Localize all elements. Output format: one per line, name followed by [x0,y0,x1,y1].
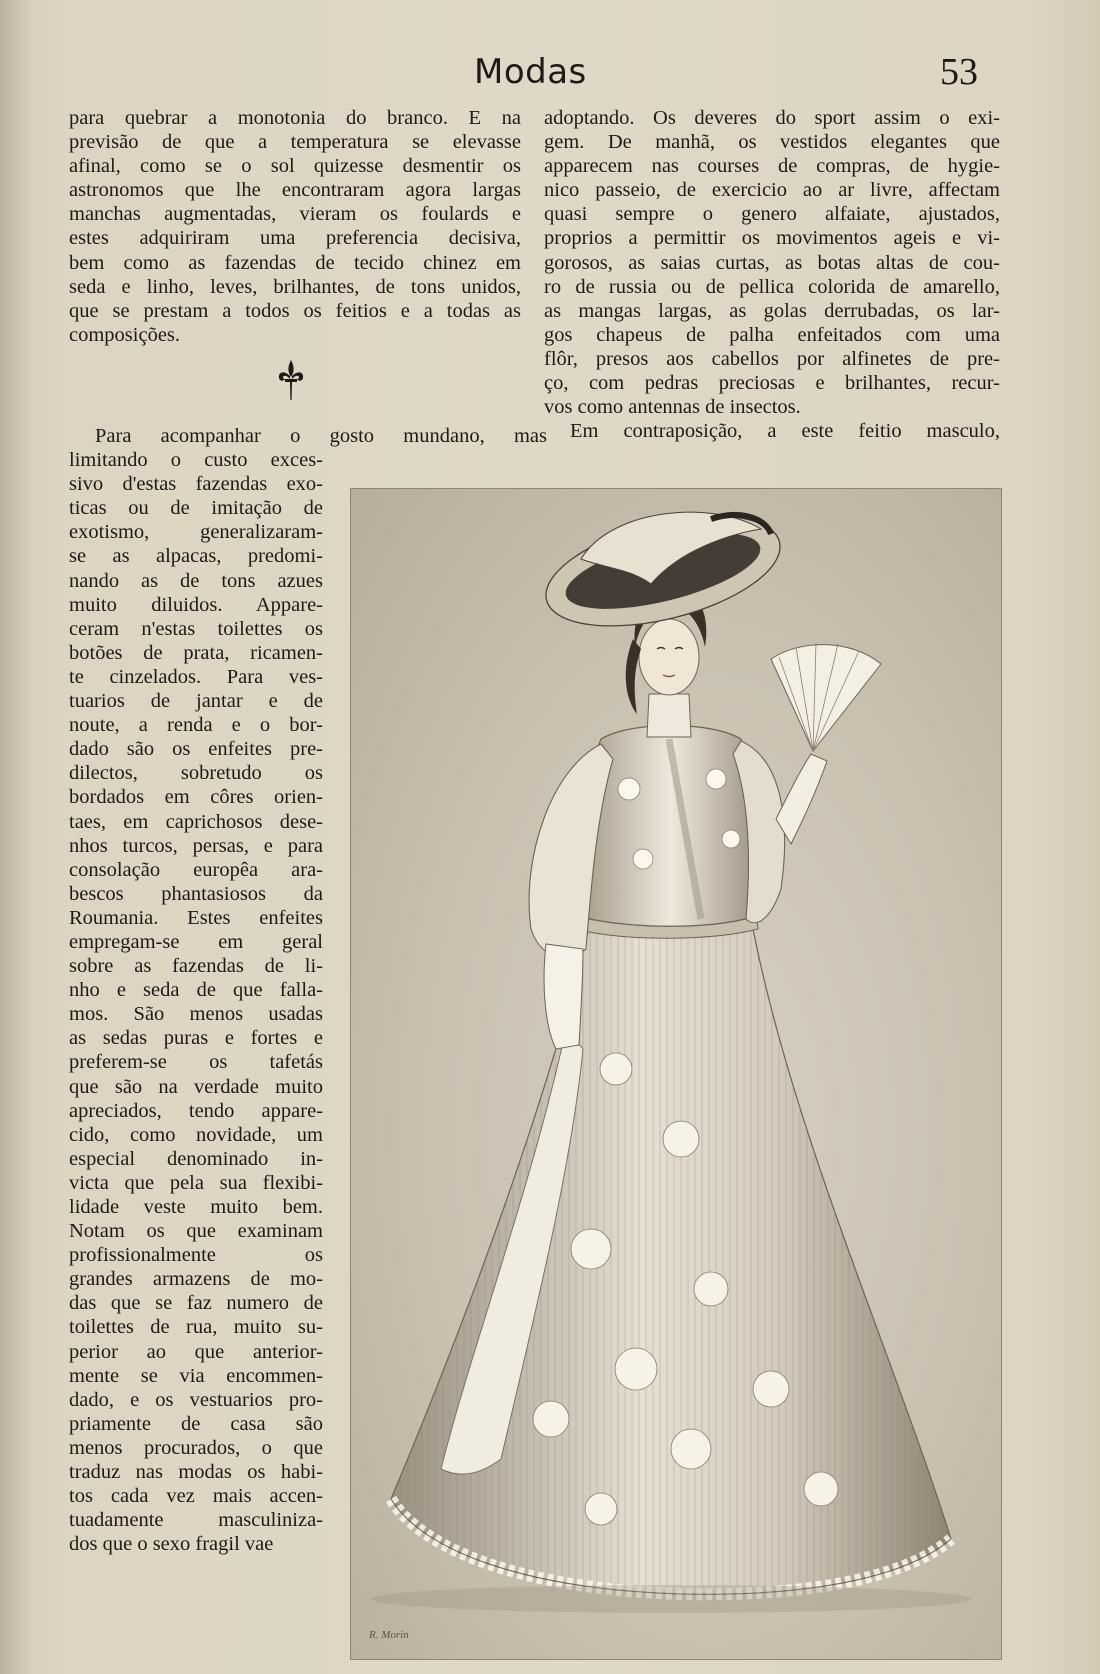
text-line: sobre as fazendas de li- [69,955,323,978]
text-line: composições. [69,323,181,346]
text-line: dos que o sexo fragil vae [69,1533,274,1556]
text-line: astronomos que lhe encontraram agora largas [69,179,521,202]
text-line: dilectos, sobretudo os [69,762,323,785]
text-line: tuadamente masculiniza- [69,1509,323,1532]
text-line: nho e seda de que falla- [69,979,323,1002]
text-line: Em contraposição, a este feitio masculo, [570,420,1000,443]
text-line: apparecem nas courses de compras, de hygie- [544,155,1000,178]
text-line: vos como antennas de insectos. [544,396,801,419]
text-line: limitando o custo exces- [69,449,323,472]
artist-signature: R. Morin [369,1629,409,1641]
page-number: 53 [940,51,978,93]
text-line: tuarios de jantar e de [69,690,323,713]
text-line: especial denominado in- [69,1147,323,1170]
text-line: cido, como novidade, um [69,1123,323,1146]
text-line: exotismo, generalizaram- [69,521,323,544]
text-line: empregam-se em geral [69,930,323,953]
text-line: Para acompanhar o gosto mundano, mas [95,425,547,447]
text-line: as sedas puras e fortes e [69,1027,323,1050]
text-line: muito diluidos. Appare- [69,593,323,616]
text-line: perior ao que anterior- [69,1340,323,1363]
text-line: bem como as fazendas de tecido chinez em [69,251,521,274]
text-line: menos procurados, o que [69,1436,323,1459]
text-line: seda e linho, leves, brilhantes, de tons unidos, [69,275,521,298]
text-line: Notam os que examinam [69,1220,323,1243]
text-line: nhos turcos, persas, e para [69,834,323,857]
text-line: ticas ou de imitação de [69,497,323,520]
text-line: consolação europêa ara- [69,858,323,881]
text-line: nando as de tons azues [69,569,323,592]
right-column-text [544,106,1000,443]
text-line: estes adquiriram uma preferencia decisiva, [69,227,521,250]
fleur-de-lis-ornament-icon [276,358,306,402]
text-line: grandes armazens de mo- [69,1268,323,1291]
text-line: que se prestam a todos os feitios e a todas as [69,299,521,322]
text-line: bescos phantasiosos da [69,882,323,905]
text-line: gem. De manhã, os vestidos elegantes que [544,131,1000,154]
text-line: traduz nas modas os habi- [69,1461,323,1484]
text-line: dado, e os vestuarios pro- [69,1388,323,1411]
text-line: quasi sempre o genero alfaiate, ajustados, [544,203,1000,226]
text-line: que são na verdade muito [69,1075,323,1098]
text-line: preferem-se os tafetás [69,1051,323,1074]
text-line: mos. São menos usadas [69,1003,323,1026]
text-line: para quebrar a monotonia do branco. E na [69,107,521,129]
text-line: previsão de que a temperatura se elevasse [69,131,521,154]
text-line: as mangas largas, as golas derrubadas, os lar- [544,299,1000,322]
text-line: se as alpacas, predomi- [69,545,323,568]
text-line: nico passeio, de exercicio ao ar livre, affectam [544,179,1000,202]
text-line: taes, em caprichosos dese- [69,810,323,833]
text-line: gos chapeus de palha enfeitados com uma [544,323,1000,346]
text-line: te cinzelados. Para ves- [69,665,323,688]
text-line: toilettes de rua, muito su- [69,1316,323,1339]
text-line: victa que pela sua flexibi- [69,1171,323,1194]
left-column-top-text [69,106,521,347]
text-line: apreciados, tendo appare- [69,1099,323,1122]
text-line: ceram n'estas toilettes os [69,617,323,640]
text-line: das que se faz numero de [69,1292,323,1315]
text-line: noute, a renda e o bor- [69,714,323,737]
text-line: tos cada vez mais accen- [69,1485,323,1508]
text-line: flôr, presos aos cabellos por alfinetes de pre- [544,347,1000,370]
text-line: profissionalmente os [69,1244,323,1267]
text-line: gorosos, as saias curtas, as botas altas de cou- [544,251,1000,274]
text-line: priamente de casa são [69,1412,323,1435]
left-column-bottom-text [69,424,547,1556]
text-line: mente se via encommen- [69,1364,323,1387]
text-line: ro de russia ou de pellica colorida de amarello, [544,275,1000,298]
text-line: afinal, como se o sol quizesse desmentir os [69,155,521,178]
text-line: manchas augmentadas, vieram os foulards e [69,203,521,226]
text-line: bordados em côres orien- [69,786,323,809]
text-line: lidade veste muito bem. [69,1196,323,1218]
text-line: Roumania. Estes enfeites [69,906,323,929]
text-line: adoptando. Os deveres do sport assim o exi- [544,107,1000,129]
text-line: ço, com pedras preciosas e brilhantes, recur- [544,372,1000,395]
text-line: dado são os enfeites pre- [69,738,323,761]
text-line: sivo d'estas fazendas exo- [69,473,323,496]
running-head-title: Modas [474,52,587,92]
fashion-illustration-icon [350,488,1002,1660]
text-line: botões de prata, ricamen- [69,641,323,664]
text-line: proprios a permittir os movimentos ageis e vi- [544,227,1000,250]
